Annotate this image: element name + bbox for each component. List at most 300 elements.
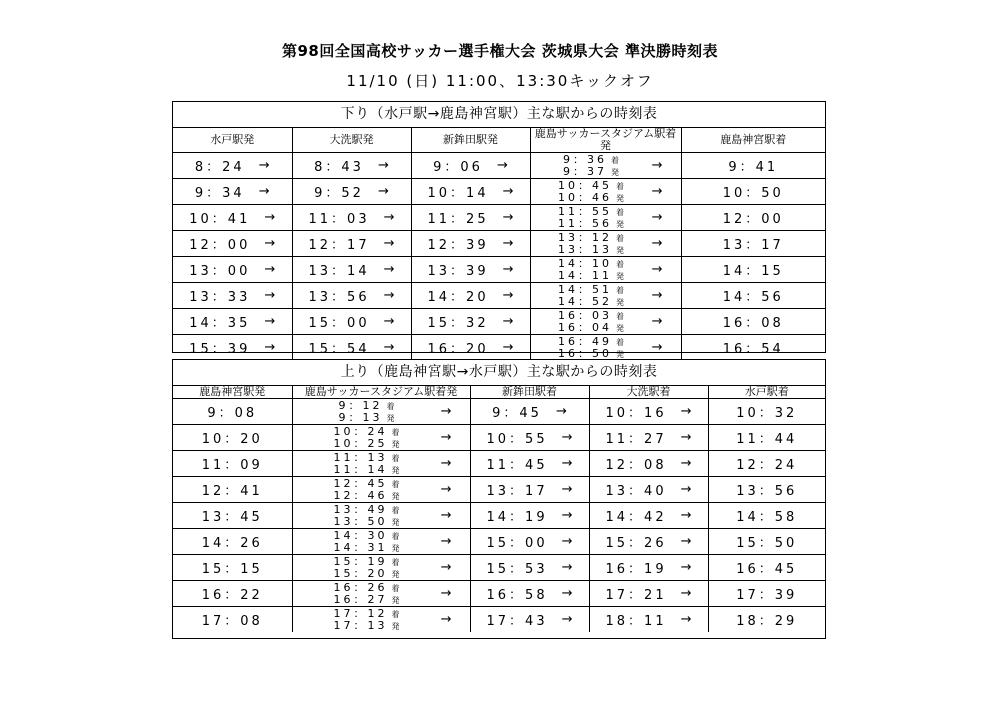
time-value: 15：53 xyxy=(486,562,548,577)
time-value: 9：41 xyxy=(728,160,779,175)
table-row xyxy=(173,503,825,529)
arrow-right-icon: → xyxy=(264,262,276,277)
arrow-right-icon: → xyxy=(680,612,692,627)
time-cell xyxy=(589,555,708,581)
time-value: 13：13 xyxy=(558,242,613,256)
arrow-right-icon: → xyxy=(440,534,452,549)
time-type-label: 着 xyxy=(391,531,400,541)
time-value: 16：50 xyxy=(558,346,613,360)
column-header: 鹿島神宮駅発 xyxy=(173,386,292,399)
arrow-right-icon: → xyxy=(651,288,663,303)
time-cell xyxy=(708,581,825,607)
arrow-right-icon: → xyxy=(680,534,692,549)
table-row xyxy=(173,581,825,607)
stadium-time-cell xyxy=(530,179,681,205)
column-header: 水戸駅発 xyxy=(173,128,292,153)
time-value: 14：26 xyxy=(201,536,263,551)
departure-time xyxy=(334,464,400,476)
time-value: 9：13 xyxy=(338,410,383,424)
time-cell xyxy=(589,607,708,633)
time-cell xyxy=(411,205,530,231)
time-cell xyxy=(173,555,292,581)
table-row xyxy=(173,529,825,555)
time-value: 12：00 xyxy=(722,212,784,227)
time-cell xyxy=(708,399,825,425)
time-value: 16：54 xyxy=(722,342,784,357)
time-value: 16：26 xyxy=(333,580,388,594)
time-value: 11：55 xyxy=(558,204,613,218)
time-value: 13：56 xyxy=(736,484,798,499)
time-value: 12：39 xyxy=(427,238,489,253)
table-row xyxy=(173,283,825,309)
time-type-label: 着 xyxy=(391,609,400,619)
arrow-right-icon: → xyxy=(651,236,663,251)
time-value: 14：58 xyxy=(736,510,798,525)
time-value: 15：39 xyxy=(189,342,251,357)
time-cell xyxy=(681,153,825,179)
time-value: 11：44 xyxy=(736,432,798,447)
time-type-label: 発 xyxy=(391,517,400,527)
departure-time xyxy=(334,490,400,502)
time-cell xyxy=(589,529,708,555)
time-cell xyxy=(470,399,589,425)
time-value: 14：35 xyxy=(189,316,251,331)
time-value: 13：12 xyxy=(558,230,613,244)
departure-time xyxy=(558,296,624,308)
time-cell xyxy=(708,607,825,633)
time-value: 15：00 xyxy=(308,316,370,331)
arrow-right-icon: → xyxy=(680,508,692,523)
arrow-right-icon: → xyxy=(440,508,452,523)
table-row xyxy=(173,179,825,205)
time-cell xyxy=(411,283,530,309)
stadium-time-cell xyxy=(530,231,681,257)
time-value: 10：20 xyxy=(201,432,263,447)
arrow-right-icon: → xyxy=(561,508,573,523)
time-type-label: 発 xyxy=(616,297,625,307)
time-value: 9：37 xyxy=(563,164,608,178)
time-cell xyxy=(589,399,708,425)
time-value: 14：42 xyxy=(605,510,667,525)
time-value: 15：00 xyxy=(486,536,548,551)
stadium-time-cell xyxy=(530,205,681,231)
time-value: 13：40 xyxy=(605,484,667,499)
departure-time xyxy=(334,542,400,554)
time-cell xyxy=(292,205,411,231)
arrow-right-icon: → xyxy=(440,560,452,575)
stadium-time-cell xyxy=(292,477,470,503)
stadium-time-cell xyxy=(530,309,681,335)
time-cell xyxy=(470,477,589,503)
time-type-label: 発 xyxy=(616,219,625,229)
arrow-right-icon: → xyxy=(383,262,395,277)
time-value: 17：08 xyxy=(201,614,263,629)
departure-time xyxy=(334,568,400,580)
time-value: 8：43 xyxy=(314,160,364,175)
time-type-label: 着 xyxy=(616,181,625,191)
table-row xyxy=(173,309,825,335)
time-value: 12：24 xyxy=(736,458,798,473)
column-header: 鹿島サッカースタジアム駅着発 xyxy=(292,386,470,399)
time-cell xyxy=(411,257,530,283)
arrow-right-icon: → xyxy=(680,482,692,497)
time-cell xyxy=(411,179,530,205)
time-cell xyxy=(292,179,411,205)
time-value: 16：19 xyxy=(605,562,667,577)
arrow-right-icon: → xyxy=(651,314,663,329)
time-cell xyxy=(173,607,292,633)
arrow-right-icon: → xyxy=(264,314,276,329)
time-value: 12：41 xyxy=(201,484,263,499)
arrow-right-icon: → xyxy=(383,340,395,355)
departure-time xyxy=(558,348,624,360)
time-cell xyxy=(708,425,825,451)
departure-time xyxy=(334,438,400,450)
time-value: 13：14 xyxy=(308,264,370,279)
table-row xyxy=(173,205,825,231)
arrow-right-icon: → xyxy=(651,210,663,225)
time-cell xyxy=(292,257,411,283)
column-header: 大洗駅着 xyxy=(589,386,708,399)
time-cell xyxy=(589,503,708,529)
time-value: 12：45 xyxy=(333,476,388,490)
time-value: 14：10 xyxy=(558,256,613,270)
time-cell xyxy=(173,309,292,335)
column-header: 新鉾田駅着 xyxy=(470,386,589,399)
departure-time xyxy=(563,166,619,178)
stadium-time-cell xyxy=(292,555,470,581)
time-cell xyxy=(681,309,825,335)
time-cell xyxy=(470,555,589,581)
time-value: 13：45 xyxy=(201,510,263,525)
time-type-label: 発 xyxy=(391,543,400,553)
time-value: 14：56 xyxy=(722,290,784,305)
table-row xyxy=(173,555,825,581)
time-type-label: 発 xyxy=(611,167,620,177)
column-header: 鹿島サッカースタジアム駅着発 xyxy=(530,128,681,153)
time-value: 13：49 xyxy=(333,502,388,516)
time-value: 10：45 xyxy=(558,178,613,192)
arrow-right-icon: → xyxy=(440,612,452,627)
arrow-right-icon: → xyxy=(440,404,452,419)
arrow-right-icon: → xyxy=(377,158,389,173)
time-value: 14：15 xyxy=(722,264,784,279)
time-value: 18：29 xyxy=(736,614,798,629)
time-value: 10：14 xyxy=(427,186,489,201)
time-value: 8：24 xyxy=(194,160,245,175)
time-cell xyxy=(411,335,530,361)
time-value: 15：50 xyxy=(736,536,798,551)
arrow-right-icon: → xyxy=(502,340,514,355)
time-type-label: 着 xyxy=(391,427,400,437)
time-value: 15：15 xyxy=(201,562,263,577)
column-header: 水戸駅着 xyxy=(708,386,825,399)
time-value: 14：31 xyxy=(333,540,388,554)
time-cell xyxy=(708,451,825,477)
time-value: 11：14 xyxy=(333,462,388,476)
time-value: 16：49 xyxy=(558,334,613,348)
time-type-label: 着 xyxy=(391,557,400,567)
time-value: 9：08 xyxy=(207,406,258,421)
stadium-time-cell xyxy=(292,451,470,477)
arrow-right-icon: → xyxy=(502,210,514,225)
time-cell xyxy=(470,529,589,555)
time-value: 16：03 xyxy=(558,308,613,322)
time-cell xyxy=(470,451,589,477)
arrow-right-icon: → xyxy=(651,340,663,355)
arrow-right-icon: → xyxy=(680,586,692,601)
time-value: 16：58 xyxy=(486,588,548,603)
time-type-label: 着 xyxy=(616,259,625,269)
time-value: 9：45 xyxy=(492,406,542,421)
arrow-right-icon: → xyxy=(440,456,452,471)
departure-time xyxy=(558,218,624,230)
time-type-label: 着 xyxy=(616,337,625,347)
time-type-label: 発 xyxy=(616,193,625,203)
time-value: 10：46 xyxy=(558,190,613,204)
time-type-label: 発 xyxy=(391,439,400,449)
time-value: 12：08 xyxy=(605,458,667,473)
arrow-right-icon: → xyxy=(561,560,573,575)
time-value: 18：11 xyxy=(605,614,667,629)
time-cell xyxy=(708,503,825,529)
time-value: 12：46 xyxy=(333,488,388,502)
time-value: 16：08 xyxy=(722,316,784,331)
arrow-right-icon: → xyxy=(496,158,508,173)
time-cell xyxy=(173,257,292,283)
departure-time xyxy=(558,322,624,334)
time-value: 13：50 xyxy=(333,514,388,528)
table-row xyxy=(173,425,825,451)
arrow-right-icon: → xyxy=(264,288,276,303)
table-row xyxy=(173,257,825,283)
time-type-label: 着 xyxy=(616,233,625,243)
stadium-time-cell xyxy=(292,529,470,555)
arrow-right-icon: → xyxy=(377,184,389,199)
time-value: 9：52 xyxy=(314,186,364,201)
time-type-label: 発 xyxy=(391,621,400,631)
table-row xyxy=(173,335,825,361)
arrow-right-icon: → xyxy=(555,404,567,419)
departure-time xyxy=(339,412,395,424)
arrow-right-icon: → xyxy=(561,482,573,497)
departure-time xyxy=(334,594,400,606)
time-cell xyxy=(173,529,292,555)
time-value: 15：32 xyxy=(427,316,489,331)
time-value: 10：50 xyxy=(722,186,784,201)
time-value: 12：00 xyxy=(189,238,251,253)
departure-time xyxy=(558,270,624,282)
time-cell xyxy=(292,309,411,335)
departure-time xyxy=(334,620,400,632)
arrow-right-icon: → xyxy=(680,430,692,445)
time-value: 10：16 xyxy=(605,406,667,421)
arrow-right-icon: → xyxy=(561,456,573,471)
time-value: 14：52 xyxy=(558,294,613,308)
table-row xyxy=(173,477,825,503)
arrow-right-icon: → xyxy=(651,262,663,277)
time-cell xyxy=(173,153,292,179)
table-row xyxy=(173,451,825,477)
time-cell xyxy=(589,581,708,607)
time-cell xyxy=(173,425,292,451)
time-value: 14：19 xyxy=(486,510,548,525)
arrow-right-icon: → xyxy=(264,236,276,251)
time-cell xyxy=(589,477,708,503)
time-cell xyxy=(173,503,292,529)
time-type-label: 着 xyxy=(616,285,625,295)
kickoff-subtitle: 11/10 (日) 11:00、13:30キックオフ xyxy=(346,72,654,90)
arrow-right-icon: → xyxy=(561,586,573,601)
arrow-right-icon: → xyxy=(440,482,452,497)
time-value: 9：12 xyxy=(338,398,383,412)
time-value: 14：51 xyxy=(558,282,613,296)
time-value: 14：20 xyxy=(427,290,489,305)
time-value: 16：22 xyxy=(201,588,263,603)
arrow-right-icon: → xyxy=(561,430,573,445)
time-type-label: 着 xyxy=(391,479,400,489)
arrow-right-icon: → xyxy=(383,288,395,303)
time-cell xyxy=(681,179,825,205)
time-value: 13：56 xyxy=(308,290,370,305)
time-value: 13：39 xyxy=(427,264,489,279)
stadium-time-cell xyxy=(292,399,470,425)
time-value: 13：00 xyxy=(189,264,251,279)
time-value: 9：36 xyxy=(563,152,608,166)
time-value: 9：34 xyxy=(194,186,245,201)
arrow-right-icon: → xyxy=(440,586,452,601)
time-type-label: 着 xyxy=(391,453,400,463)
stadium-time-cell xyxy=(530,153,681,179)
time-type-label: 着 xyxy=(616,207,625,217)
time-value: 14：30 xyxy=(333,528,388,542)
time-type-label: 発 xyxy=(391,569,400,579)
table-row xyxy=(173,607,825,633)
time-value: 11：13 xyxy=(333,450,388,464)
down-timetable xyxy=(172,101,826,360)
time-cell xyxy=(173,581,292,607)
stadium-time-cell xyxy=(530,283,681,309)
time-cell xyxy=(470,607,589,633)
time-value: 10：32 xyxy=(736,406,798,421)
time-value: 10：41 xyxy=(189,212,251,227)
time-value: 17：13 xyxy=(333,618,388,632)
time-cell xyxy=(708,529,825,555)
time-cell xyxy=(681,335,825,361)
column-header: 鹿島神宮駅着 xyxy=(681,128,825,153)
arrow-right-icon: → xyxy=(680,560,692,575)
time-value: 10：25 xyxy=(333,436,388,450)
time-cell xyxy=(589,451,708,477)
time-cell xyxy=(470,581,589,607)
table-row xyxy=(173,231,825,257)
arrow-right-icon: → xyxy=(680,404,692,419)
time-value: 16：27 xyxy=(333,592,388,606)
stadium-time-cell xyxy=(530,335,681,361)
time-cell xyxy=(173,205,292,231)
time-cell xyxy=(681,231,825,257)
column-header: 新鉾田駅発 xyxy=(411,128,530,153)
stadium-time-cell xyxy=(292,607,470,633)
up-timetable xyxy=(172,359,826,639)
time-cell xyxy=(173,399,292,425)
arrow-right-icon: → xyxy=(264,210,276,225)
time-value: 11：03 xyxy=(308,212,370,227)
time-value: 17：43 xyxy=(486,614,548,629)
time-value: 11：25 xyxy=(427,212,489,227)
up-header-row xyxy=(173,386,825,399)
time-cell xyxy=(411,153,530,179)
time-value: 15：26 xyxy=(605,536,667,551)
arrow-right-icon: → xyxy=(502,184,514,199)
time-value: 16：04 xyxy=(558,320,613,334)
time-value: 11：45 xyxy=(486,458,548,473)
column-header: 大洗駅発 xyxy=(292,128,411,153)
arrow-right-icon: → xyxy=(383,210,395,225)
time-value: 17：21 xyxy=(605,588,667,603)
time-cell xyxy=(411,231,530,257)
time-cell xyxy=(173,335,292,361)
stadium-time-cell xyxy=(292,425,470,451)
time-value: 10：55 xyxy=(486,432,548,447)
time-type-label: 発 xyxy=(616,323,625,333)
time-cell xyxy=(173,477,292,503)
time-value: 15：54 xyxy=(308,342,370,357)
arrow-right-icon: → xyxy=(383,314,395,329)
stadium-time-cell xyxy=(292,503,470,529)
departure-time xyxy=(558,244,624,256)
time-cell xyxy=(173,231,292,257)
time-cell xyxy=(708,477,825,503)
down-timetable-heading: 下り（水戸駅→鹿島神宮駅）主な駅からの時刻表 xyxy=(173,102,825,128)
time-value: 17：12 xyxy=(333,606,388,620)
stadium-time-cell xyxy=(530,257,681,283)
time-type-label: 発 xyxy=(616,349,625,359)
arrow-right-icon: → xyxy=(258,184,270,199)
time-cell xyxy=(681,205,825,231)
time-type-label: 発 xyxy=(386,413,395,423)
time-type-label: 発 xyxy=(391,595,400,605)
arrow-right-icon: → xyxy=(561,534,573,549)
time-value: 16：20 xyxy=(427,342,489,357)
arrow-right-icon: → xyxy=(383,236,395,251)
departure-time xyxy=(334,516,400,528)
arrow-right-icon: → xyxy=(440,430,452,445)
time-value: 15：20 xyxy=(333,566,388,580)
time-type-label: 発 xyxy=(391,465,400,475)
time-cell xyxy=(470,503,589,529)
time-type-label: 発 xyxy=(391,491,400,501)
time-cell xyxy=(681,257,825,283)
time-cell xyxy=(292,335,411,361)
time-cell xyxy=(708,555,825,581)
time-value: 11：56 xyxy=(558,216,613,230)
arrow-right-icon: → xyxy=(502,236,514,251)
time-cell xyxy=(292,283,411,309)
down-table xyxy=(173,128,825,360)
up-table xyxy=(173,386,825,632)
time-value: 10：24 xyxy=(333,424,388,438)
table-row xyxy=(173,153,825,179)
page-title: 第98回全国高校サッカー選手権大会 茨城県大会 準決勝時刻表 xyxy=(281,42,719,60)
down-header-row xyxy=(173,128,825,153)
time-value: 16：45 xyxy=(736,562,798,577)
time-type-label: 着 xyxy=(611,155,620,165)
time-cell xyxy=(173,179,292,205)
time-cell xyxy=(173,283,292,309)
departure-time xyxy=(558,192,624,204)
time-value: 17：39 xyxy=(736,588,798,603)
